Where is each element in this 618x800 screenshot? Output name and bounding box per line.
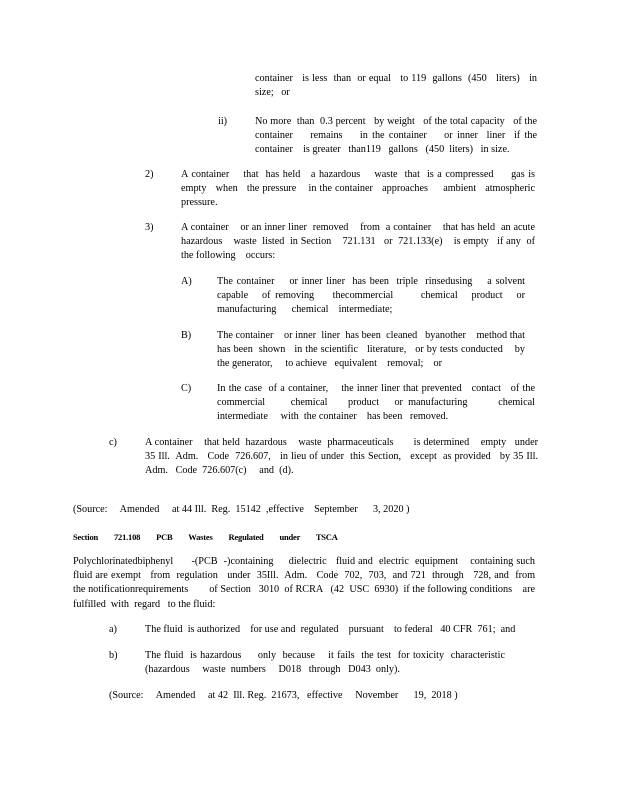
- item-label: 2): [145, 169, 154, 180]
- item-text: A container or an inner liner removed from a container that has held an acute hazardous waste listed in Section 721.131 or 721.133(e) is empty if any of the following occurs:: [181, 222, 541, 262]
- item-text: The container or inner liner has been cleaned byanother method that has been shown in the scientific literature, or by tests conducted by the generator, to achieve equivalent removal; or: [217, 330, 531, 370]
- item-label: 3): [145, 222, 154, 233]
- item-text: In the case of a container, the inner liner that prevented contact of the commercial chemical product or manufacturing chemical intermediate with the container has been removed.: [217, 383, 538, 423]
- item-text: The container or inner liner has been triple rinsedusing a solvent capable of removing thecommercial chemical product or manufacturing chemical intermediate;: [217, 276, 528, 316]
- condition-label: a): [109, 624, 117, 635]
- item-text: A container that has held a hazardous waste that is a compressed gas is empty when the pressure in the container approaches ambient atmospheric pressure.: [181, 169, 538, 209]
- item-label: C): [181, 383, 192, 394]
- source-note: (Source: Amended at 42 Ill. Reg. 21673, effective November 19, 2018 ): [109, 690, 458, 701]
- item-label: ii): [218, 116, 228, 127]
- item-label: A): [181, 276, 192, 287]
- item-label: c): [109, 437, 117, 448]
- item-label: B): [181, 330, 192, 341]
- item-text: No more than 0.3 percent by weight of the total capacity of the container remains in the container or inner liner if the container is greater than119 gallons (450 liters) in size.: [255, 116, 540, 156]
- item-text: A container that held hazardous waste pharmaceuticals is determined empty under 35 Ill. Adm. Code 726.607, in lieu of under this Section, except as provided by 35 Ill. Adm. Code 726.607(c) and (d).: [145, 437, 544, 477]
- intro-paragraph: Polychlorinatedbiphenyl -(PCB -)containing dielectric fluid and electric equipment containing such fluid are exempt from regulation under 35Ill. Adm. Code 702, 703, and 721 through 728, and from the notificationrequirements of Section 3010 of RCRA (42 USC 6930) if the following conditions are fulfilled with regard to the fluid:: [73, 556, 543, 610]
- condition-text: The fluid is hazardous only because it fails the test for toxicity characteristic (hazardous waste numbers D018 through D043 only).: [145, 650, 508, 676]
- section-heading: Section 721.108 PCB Wastes Regulated under TSCA: [73, 532, 338, 542]
- item-text: container is less than or equal to 119 gallons (450 liters) in size; or: [255, 73, 540, 99]
- source-note: (Source: Amended at 44 Ill. Reg. 15142 ,effective September 3, 2020 ): [73, 504, 410, 515]
- condition-text: The fluid is authorized for use and regulated pursuant to federal 40 CFR 761; and: [145, 624, 516, 635]
- condition-label: b): [109, 650, 118, 661]
